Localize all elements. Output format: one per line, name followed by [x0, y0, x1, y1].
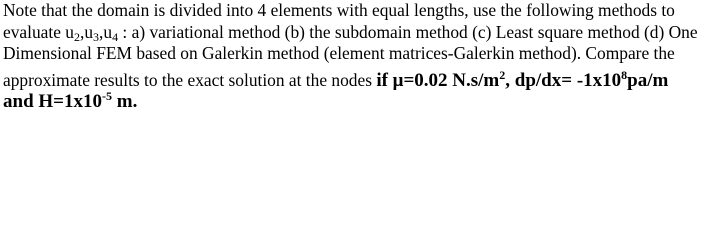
line4-prefix: approximate results to the exact solution at the nodes: [3, 69, 377, 90]
height-condition: [3, 91, 137, 112]
u2-subscript: 2: [73, 29, 80, 44]
height-unit: m.: [112, 91, 138, 112]
line2-suffix: : a) variational method (b) the subdomain method (c) Least square method (d) One: [118, 21, 698, 42]
pressure-gradient-exponent: 8: [621, 67, 628, 82]
viscosity-exponent: 2: [499, 67, 506, 82]
problem-line-2: [3, 22, 719, 44]
line2-mid1: ,u: [79, 21, 94, 42]
u4-subscript: 4: [112, 29, 119, 44]
problem-statement: [3, 0, 719, 112]
problem-line-4: [3, 65, 719, 91]
viscosity-text: if μ=0.02 N.s/m: [376, 69, 500, 91]
problem-line-1: [3, 0, 719, 22]
u3-subscript: 3: [93, 29, 100, 44]
pressure-gradient-unit: pa/m: [627, 69, 669, 91]
line2-prefix: evaluate u: [3, 21, 74, 42]
pressure-gradient-text: , dp/dx= -1x10: [505, 69, 622, 91]
line1-text: Note that the domain is divided into 4 elements with equal lengths, use the following methods to: [3, 0, 675, 20]
height-text: and H=1x10: [3, 91, 102, 112]
height-exponent: -5: [102, 89, 112, 103]
problem-page: [0, 0, 722, 113]
viscosity-condition: [376, 67, 669, 91]
line2-mid2: ,u: [99, 21, 113, 42]
problem-line-3: [3, 43, 719, 65]
line3-text: Dimensional FEM based on Galerkin method (element matrices-Galerkin method). Compare the: [3, 43, 675, 63]
